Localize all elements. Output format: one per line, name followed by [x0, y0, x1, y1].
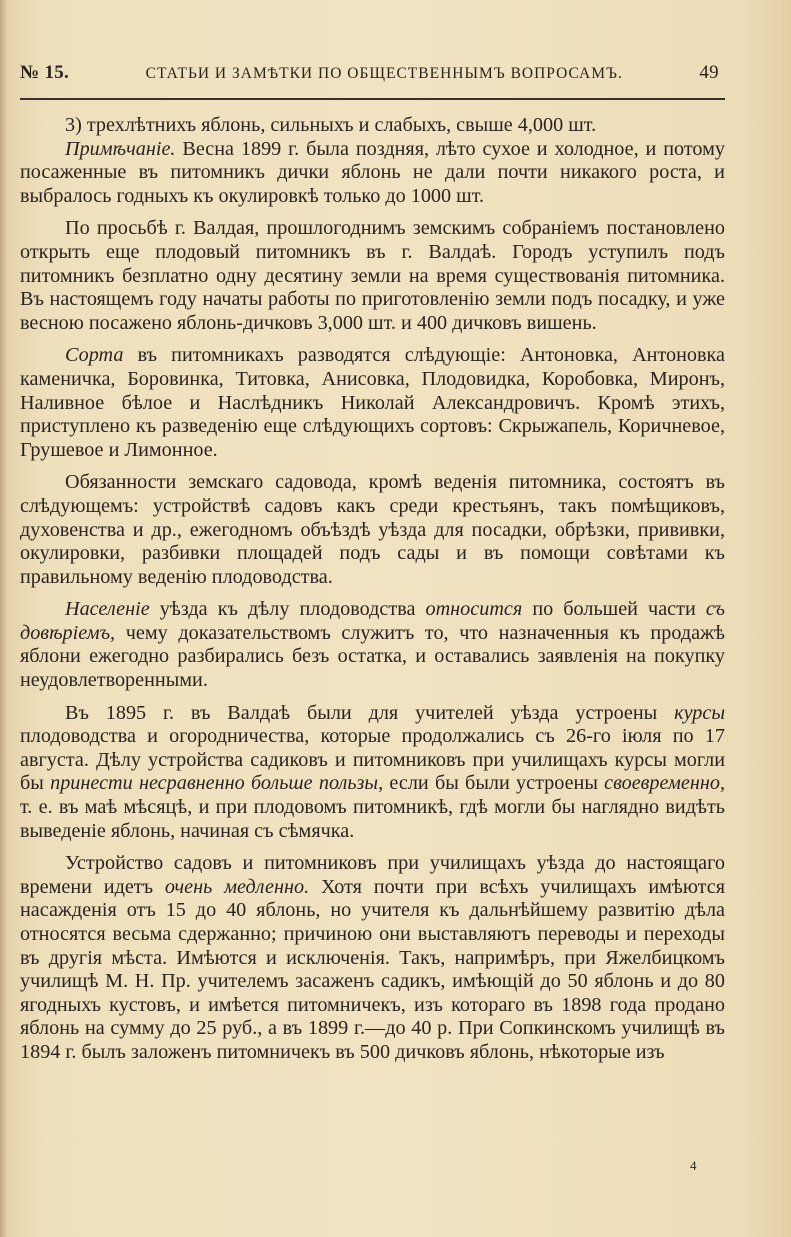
paragraph: [20, 344, 725, 462]
text-run: Въ 1895 г. въ Валдаѣ были для учителей уѣзда устроены: [65, 701, 675, 724]
text-run: т. е. въ маѣ мѣсяцѣ, и при плодовомъ питомникѣ, гдѣ могли бы наглядно видѣть выведеніе яблонь, начиная съ сѣмячка.: [20, 796, 725, 842]
paragraph: [20, 471, 725, 589]
section-title: СТАТЬИ И ЗАМѢТКИ ПО ОБЩЕСТВЕННЫМЪ ВОПРОСАМЪ.: [145, 65, 623, 82]
running-header: [20, 62, 725, 96]
text-run: если бы были устроены: [383, 772, 605, 795]
italic-text: Сорта: [65, 344, 124, 367]
italic-text: очень медленно.: [164, 875, 310, 898]
header-rule: [20, 98, 725, 100]
italic-text: Примѣчаніе.: [65, 137, 176, 160]
text-run: По просьбѣ г. Валдая, прошлогоднимъ земскимъ собраніемъ постановлено открыть еще плодовый питомникъ въ г. Валдаѣ. Городъ уступилъ подъ питомникъ безплатно одну десятину земли на время существованія питомника. Въ настоящемъ году начаты работы по приготовленію земли подъ посадку, и уже весною посажено яблонь-дичковъ 3,000 шт. и 400 дичковъ вишень.: [20, 217, 725, 334]
page-number: 49: [699, 62, 719, 83]
italic-text: принести несравненно больше пользы,: [50, 772, 384, 795]
italic-text: своевременно,: [604, 772, 725, 795]
paragraph: [20, 114, 725, 138]
page-edge-shadow: [0, 0, 8, 1237]
issue-number: № 15.: [20, 62, 70, 83]
paragraph: [20, 217, 725, 335]
text-run: 3) трехлѣтнихъ яблонь, сильныхъ и слабыхъ, свыше 4,000 шт.: [65, 114, 597, 136]
paragraph: [20, 138, 725, 209]
text-run: чему доказательствомъ служитъ то, что назначенныя къ продажѣ яблони ежегодно разбирались безъ остатка, и оставались заявленія на покупку неудовлетворенными.: [20, 621, 725, 692]
italic-text: съ довѣріемъ,: [20, 598, 725, 644]
text-run: по большей части: [522, 598, 706, 621]
italic-text: относится: [425, 598, 523, 621]
italic-text: курсы: [674, 701, 725, 724]
italic-text: Населеніе: [65, 598, 150, 621]
text-run: Весна 1899 г. была поздняя, лѣто сухое и холодное, и потому посаженные въ питомникъ дички яблонь не дали почти никакого роста, и выбралось годныхъ къ окулировкѣ только до 1000 шт.: [20, 137, 725, 207]
signature-mark: 4: [690, 1158, 697, 1173]
text-run: въ питомникахъ разводятся слѣдующіе: Антоновка, Антоновка каменичка, Боровинка, Титовка, Анисовка, Плодовидка, Коробовка, Миронъ, Наливное бѣлое и Наслѣдникъ Николай Александровичъ. Кромѣ этихъ, приступлено къ разведенію еще слѣдующихъ сортовъ: Скрыжапель, Коричневое, Грушевое и Лимонное.: [20, 344, 725, 461]
paragraph: [20, 852, 725, 1064]
text-run: Устройство садовъ и питомниковъ при училищахъ уѣзда до настоящаго времени идетъ: [20, 852, 725, 898]
paragraph: [20, 598, 725, 692]
text-run: Обязанности земскаго садовода, кромѣ веденія питомника, состоятъ въ слѣдующемъ: устройствѣ садовъ какъ среди крестьянъ, такъ помѣщиковъ, духовенства и др., ежегодномъ объѣздѣ уѣзда для посадки, обрѣзки, прививки, окулировки, разбивки площадей подъ сады и въ помощи совѣтами къ правильному веденію плодоводства.: [20, 471, 725, 588]
body-text: [20, 114, 725, 1074]
paragraph: [20, 702, 725, 844]
text-run: уѣзда къ дѣлу плодоводства: [149, 598, 426, 621]
text-run: Хотя почти при всѣхъ училищахъ имѣются насажденія отъ 15 до 40 яблонь, но учителя къ дальнѣйшему развитію дѣла относятся весьма сдержанно; причиною они выставляютъ переводы и переходы въ другія мѣста. Имѣются и исключенія. Такъ, напримѣръ, при Яжелбицкомъ училищѣ М. Н. Пр. учителемъ засаженъ садикъ, имѣющій до 50 яблонь и до 80 ягодныхъ кустовъ, и имѣется питомничекъ, изъ котораго въ 1898 года продано яблонь на сумму до 25 руб., а въ 1899 г.—до 40 р. При Сопкинскомъ училищѣ въ 1894 г. былъ заложенъ питомничекъ въ 500 дичковъ яблонь, нѣкоторые изъ: [20, 875, 725, 1063]
text-run: плодоводства и огородничества, которые продолжались съ 26-го іюля по 17 августа. Дѣлу устройства садиковъ и питомниковъ при училищахъ курсы могли бы: [20, 725, 725, 795]
